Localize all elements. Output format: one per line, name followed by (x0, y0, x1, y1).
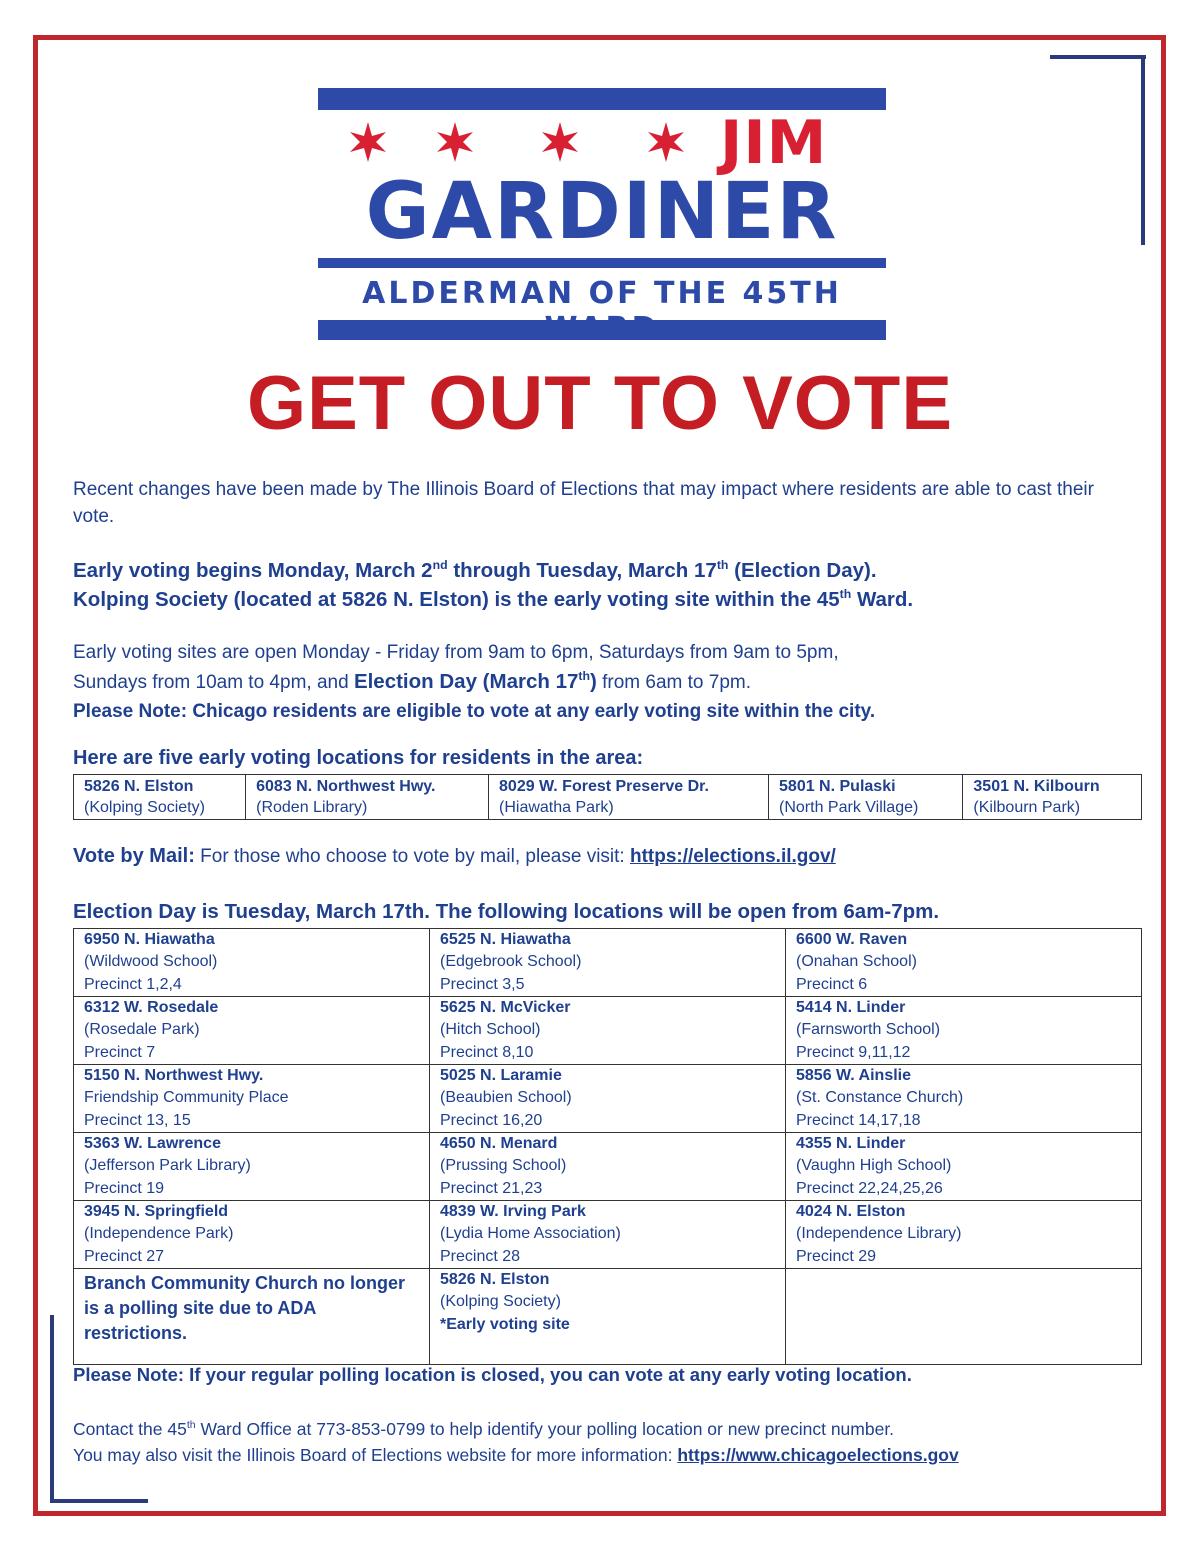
logo-subtitle: ALDERMAN OF THE 45TH (362, 276, 842, 311)
table-cell: 5414 N. Linder (Farnsworth School) Precinct 9,11,12 (786, 997, 1142, 1065)
table-cell: 5856 W. Ainslie (St. Constance Church) Precinct 14,17,18 (786, 1065, 1142, 1133)
contact-info: Contact the 45th Ward Office at 773-853-0799 to help identify your polling location or new precinct number. You may also visit the Illinois Board of Elections website for more information: https://www.chicagoelections.gov (73, 1419, 959, 1465)
logo-bar-top (318, 88, 886, 110)
vote-by-mail: Vote by Mail: For those who choose to vote by mail, please visit: https://elections.il.gov/ (73, 845, 836, 867)
table-row (74, 929, 1142, 997)
election-day-locations-table (73, 928, 1142, 1365)
table-cell: 5363 W. Lawrence (Jefferson Park Library) Precinct 19 (74, 1133, 430, 1201)
logo-bar-middle (318, 258, 886, 268)
corner-accent-top-right-vertical (1141, 55, 1145, 245)
table-row (74, 1133, 1142, 1201)
table-cell: 3501 N. Kilbourn (Kilbourn Park) (963, 775, 1142, 820)
page-title: GET OUT TO VOTE (246, 361, 954, 446)
table-cell: 5801 N. Pulaski (North Park Village) (769, 775, 963, 820)
logo-first-name: JIM (720, 108, 828, 178)
early-voting-hours: Early voting sites are open Monday - Friday from 9am to 6pm, Saturdays from 9am to 5pm, Sundays from 10am to 4pm, and Election Day (March 17th) from 6am to 7pm. Please Note: Chicago residents are eligible to vote at any early voting site within the city. (73, 638, 1138, 726)
closed-site-note: Branch Community Church no longer is a polling site due to ADA restrictions. (74, 1269, 430, 1365)
star-icon (538, 120, 582, 164)
table-cell: 5826 N. Elston (Kolping Society) (74, 775, 246, 820)
corner-accent-bottom-left (50, 1499, 148, 1503)
table-cell: 5826 N. Elston (Kolping Society) *Early voting site (430, 1269, 786, 1365)
early-voting-dates: Early voting begins Monday, March 2nd through Tuesday, March 17th (Election Day). Kolping Society (located at 5826 N. Elston) is the early voting site within the 45th Ward. (73, 558, 914, 611)
corner-accent-top-right (1050, 55, 1146, 59)
corner-accent-bottom-left-vertical (50, 1315, 54, 1503)
intro-paragraph: Recent changes have been made by The Illinois Board of Elections that may impact where residents are able to cast their vote. (73, 479, 1094, 527)
election-day-heading: Election Day is Tuesday, March 17th. The following locations will be open from 6am-7pm. (73, 900, 940, 923)
elections-il-link[interactable]: https://elections.il.gov/ (629, 846, 836, 867)
table-cell: 8029 W. Forest Preserve Dr. (Hiawatha Park) (489, 775, 769, 820)
chicago-elections-link[interactable]: https://www.chicagoelections.gov (677, 1445, 959, 1465)
table-cell: 4650 N. Menard (Prussing School) Precinct 21,23 (430, 1133, 786, 1201)
table-row (74, 1269, 1142, 1365)
table-cell: 5025 N. Laramie (Beaubien School) Precinct 16,20 (430, 1065, 786, 1133)
table-cell: 5625 N. McVicker (Hitch School) Precinct 8,10 (430, 997, 786, 1065)
candidate-logo (318, 88, 886, 340)
table-cell: 6083 N. Northwest Hwy. (Roden Library) (246, 775, 489, 820)
star-icon (644, 120, 688, 164)
table-cell: 4024 N. Elston (Independence Library) Precinct 29 (786, 1201, 1142, 1269)
closing-note: Please Note: If your regular polling location is closed, you can vote at any early voting location. (73, 1364, 912, 1385)
table-cell: 6950 N. Hiawatha (Wildwood School) Precinct 1,2,4 (74, 929, 430, 997)
early-voting-locations-table (73, 774, 1142, 820)
star-icon (346, 120, 390, 164)
star-icon (433, 120, 477, 164)
table-row (74, 1201, 1142, 1269)
table-row (74, 1065, 1142, 1133)
table-cell: 6600 W. Raven (Onahan School) Precinct 6 (786, 929, 1142, 997)
five-locations-heading: Here are five early voting locations for residents in the area: (73, 747, 644, 769)
eligibility-note: Please Note: Chicago residents are eligible to vote at any early voting site within the city. (73, 701, 876, 722)
logo-bar-bottom (318, 320, 886, 340)
table-cell: 6525 N. Hiawatha (Edgebrook School) Precinct 3,5 (430, 929, 786, 997)
table-cell: 5150 N. Northwest Hwy. Friendship Community Place Precinct 13, 15 (74, 1065, 430, 1133)
table-cell: 3945 N. Springfield (Independence Park) Precinct 27 (74, 1201, 430, 1269)
table-cell: 4355 N. Linder (Vaughn High School) Precinct 22,24,25,26 (786, 1133, 1142, 1201)
logo-last-name: GARDINER (365, 167, 839, 257)
table-row (74, 997, 1142, 1065)
table-cell: 4839 W. Irving Park (Lydia Home Association) Precinct 28 (430, 1201, 786, 1269)
table-cell: 6312 W. Rosedale (Rosedale Park) Precinct 7 (74, 997, 430, 1065)
table-cell-empty (786, 1269, 1142, 1365)
